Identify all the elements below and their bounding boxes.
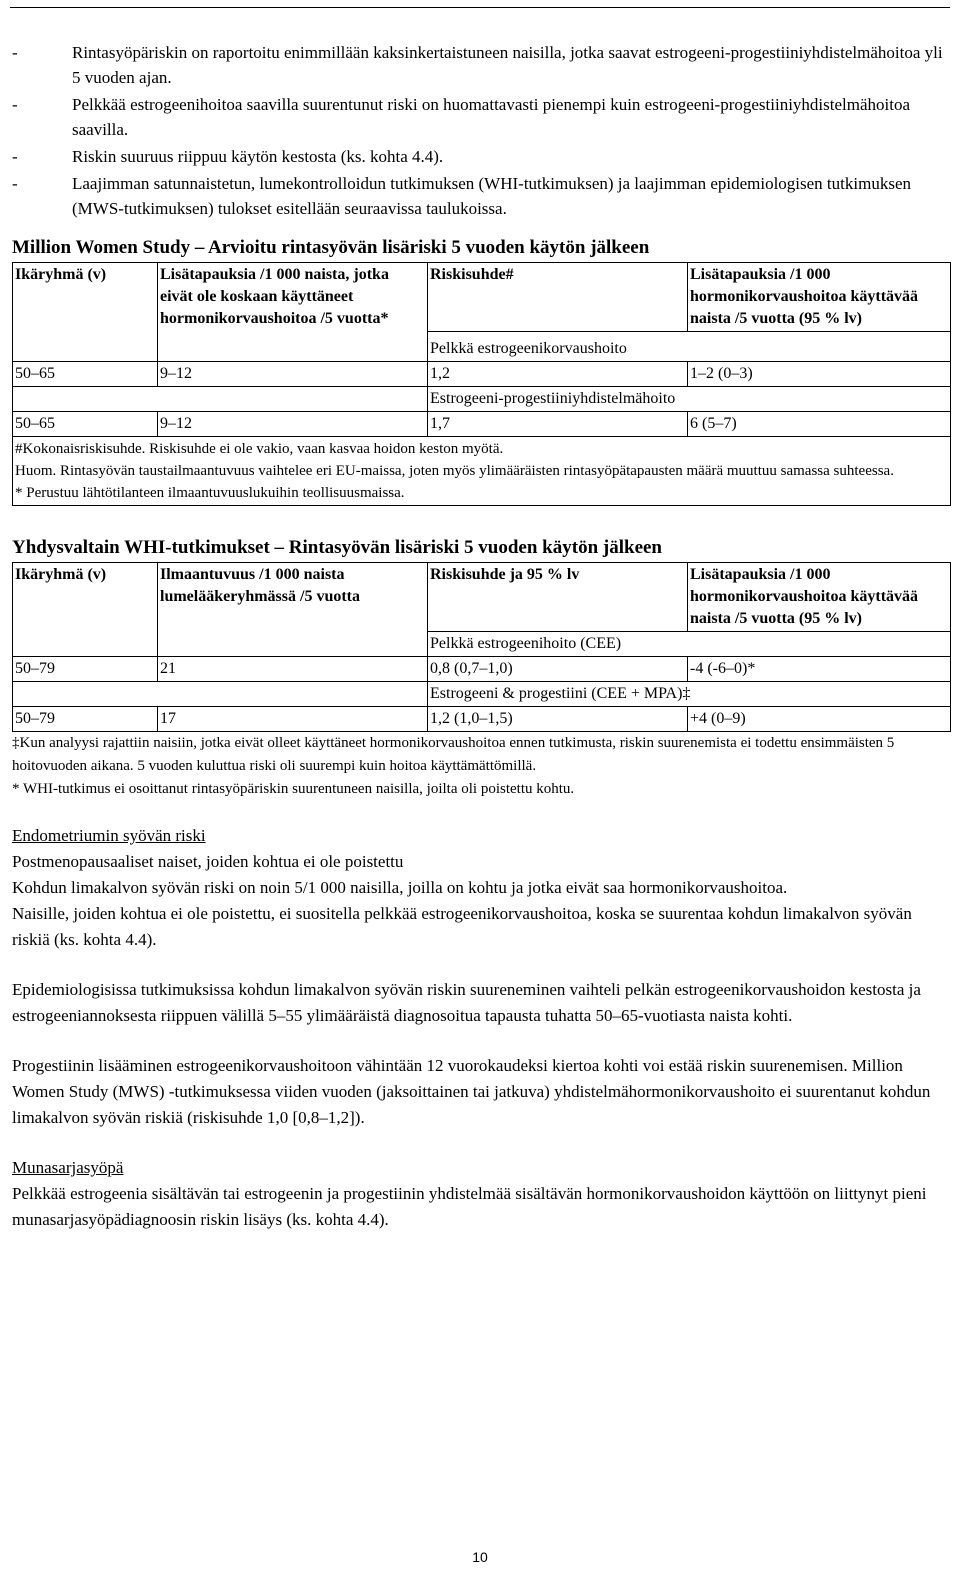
endometrium-heading: Endometriumin syövän riski [12,826,206,845]
ovary-heading: Munasarjasyöpä [12,1158,124,1177]
footnote: #Kokonaisriskisuhde. Riskisuhde ei ole vakio, vaan kasvaa hoidon keston myötä. [15,441,504,457]
table-row: 50–79 21 0,8 (0,7–1,0) -4 (-6–0)* [13,657,951,682]
bullet-item: - Rintasyöpäriskin on raportoitu enimmillään kaksinkertaistuneen naisilla, jotka saavat estrogeeni-progestiiniyhdistelmähoitoa yli 5 vuoden ajan. [12,43,943,87]
table-group-row [13,682,951,707]
whi-table-title: Yhdysvaltain WHI-tutkimukset – Rintasyövän lisäriski 5 vuoden käytön jälkeen [12,537,662,558]
bullet-item: - Pelkkää estrogeenihoitoa saavilla suurentunut riski on huomattavasti pienempi kuin estrogeeni-progestiiniyhdistelmähoitoa saavilla. [12,95,911,139]
table-group-row [13,387,951,412]
table-footnotes [13,437,951,506]
table-group-row [13,332,951,362]
footnote: ‡Kun analyysi rajattiin naisiin, jotka eivät olleet käyttäneet hormonikorvaushoitoa ennen tutkimusta, riskin suurenemista ei todettu ensimmäisten 5 hoitovuoden aikana. 5 vuoden kuluttua riski oli suurempi kuin hoitoa käyttämättömillä. [12,735,895,774]
bullet-item: - Riskin suuruus riippuu käytön kestosta (ks. kohta 4.4). [12,147,444,166]
group-label: Estrogeeni-progestiiniyhdistelmähoito [428,387,951,412]
header-cell: Lisätapauksia /1 000 naista, jotka eivät ole koskaan käyttäneet hormonikorvaushoitoa /5 vuotta* [158,263,428,332]
bullet-item: - Laajimman satunnaistetun, lumekontrolloidun tutkimuksen (WHI-tutkimuksen) ja laajimman epidemiologisen tutkimuksen (MWS-tutkimuksen) tulokset esitellään seuraavissa taulukoissa. [12,174,911,218]
group-label: Pelkkä estrogeenihoito (CEE) [428,632,951,657]
risk-bullet-list [12,40,948,221]
mws-table [12,262,951,506]
footnote: * Perustuu lähtötilanteen ilmaantuvuuslukuihin teollisuusmaissa. [15,485,405,501]
header-cell: Lisätapauksia /1 000 hormonikorvaushoitoa käyttävää naista /5 vuotta (95 % lv) [688,563,951,632]
table-row: 50–65 9–12 1,2 1–2 (0–3) [13,362,951,387]
paragraph: Pelkkää estrogeenia sisältävän tai estrogeenin ja progestiinin yhdistelmää sisältävän hormonikorvaushoidon käyttöön on liittynyt pieni munasarjasyöpädiagnoosin riskin lisäys (ks. kohta 4.4). [12,1184,927,1229]
table-row: 50–79 17 1,2 (1,0–1,5) +4 (0–9) [13,707,951,732]
paragraph: Epidemiologisissa tutkimuksissa kohdun limakalvon syövän riskin suureneminen vaihteli pelkän estrogeenikorvaushoidon kestosta ja estrogeeniannoksesta riippuen välillä 5–55 ylimääräistä diagnosoitua tapausta tuhatta 50–65-vuotiasta naista kohti. [12,980,921,1025]
header-cell: Riskisuhde# [428,263,688,332]
header-cell: Lisätapauksia /1 000 hormonikorvaushoitoa käyttävää naista /5 vuotta (95 % lv) [688,263,951,332]
header-cell: Ikäryhmä (v) [13,263,158,332]
page-number: 10 [472,1549,488,1565]
whi-table [12,562,951,732]
header-cell: Riskisuhde ja 95 % lv [428,563,688,632]
header-cell: Ikäryhmä (v) [13,563,158,632]
footnote: * WHI-tutkimus ei osoittanut rintasyöpäriskin suurentuneen naisilla, joilta oli poistettu kohtu. [12,781,575,797]
table-header-row [13,563,951,632]
paragraph: Kohdun limakalvon syövän riski on noin 5/1 000 naisilla, joilla on kohtu ja jotka eivät saa hormonikorvaushoitoa. [12,878,788,897]
table-group-row [13,632,951,657]
group-label: Estrogeeni & progestiini (CEE + MPA)‡ [428,682,951,707]
table-header-row [13,263,951,332]
table-row: 50–65 9–12 1,7 6 (5–7) [13,412,951,437]
document-page [12,40,948,1233]
endometrium-subheading: Postmenopausaaliset naiset, joiden kohtua ei ole poistettu [12,852,404,871]
group-label: Pelkkä estrogeenikorvaushoito [428,332,951,362]
footnote: Huom. Rintasyövän taustailmaantuvuus vaihtelee eri EU-maissa, joten myös ylimääräisten rintasyöpätapausten määrä muuttuu samassa suhteessa. [15,463,894,479]
paragraph: Progestiinin lisääminen estrogeenikorvaushoitoon vähintään 12 vuorokaudeksi kiertoa kohti voi estää riskin suurenemisen. Million Women Study (MWS) -tutkimuksessa viiden vuoden (jaksoittainen tai jatkuva) yhdistelmähormonikorvaushoito ei suurentanut kohdun limakalvon syövän riskiä (riskisuhde 1,0 [0,8–1,2]). [12,1056,931,1127]
whi-footnotes [12,732,948,801]
paragraph: Naisille, joiden kohtua ei ole poistettu, ei suositella pelkkää estrogeenikorvaushoitoa, koska se suurentaa kohdun limakalvon syövän riskiä (ks. kohta 4.4). [12,904,912,949]
header-cell: Ilmaantuvuus /1 000 naista lumelääkeryhmässä /5 vuotta [158,563,428,632]
top-rule [10,7,950,8]
mws-table-title: Million Women Study – Arvioitu rintasyövän lisäriski 5 vuoden käytön jälkeen [12,237,650,258]
